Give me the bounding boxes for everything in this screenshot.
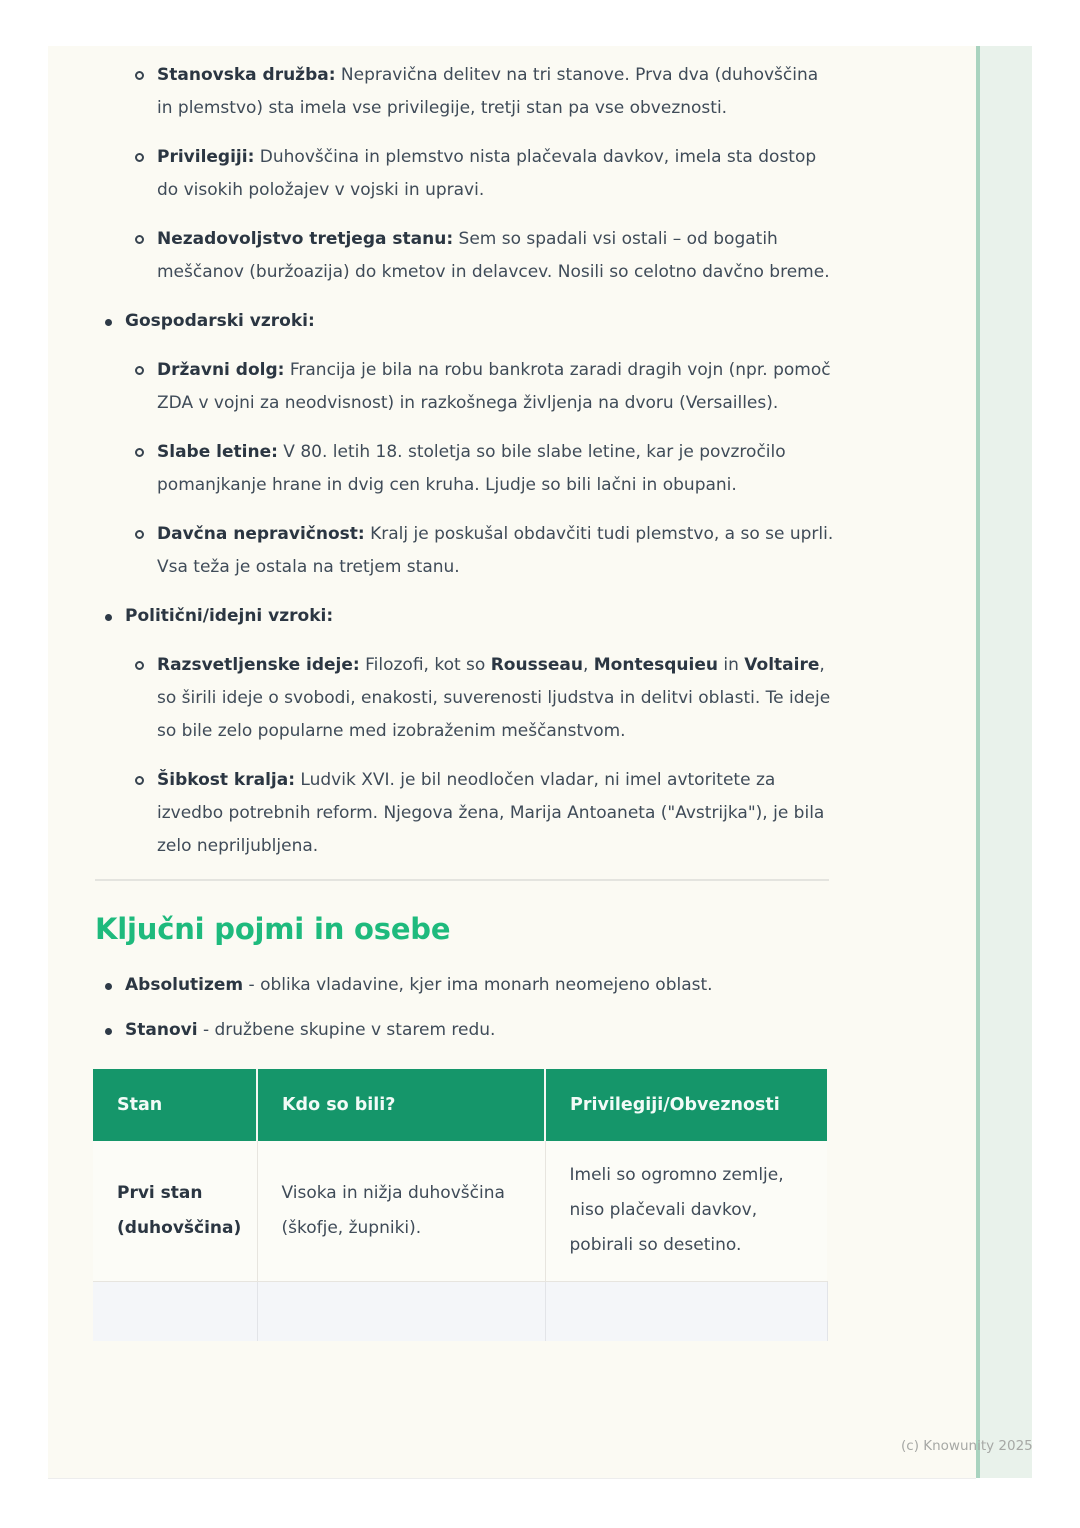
table-cell [93,1281,257,1341]
right-accent-bar [976,46,1032,1478]
table-cell: Prvi stan (duhovščina) [93,1141,257,1281]
term-label: Politični/idejni vzroki: [125,606,334,626]
term-label: Slabe letine: [157,442,278,462]
list-item-text: Davčna nepravičnost: Kralj je poskušal obdavčiti tudi plemstvo, a so se uprli. Vsa teža je ostala na tretjem stanu. [157,524,834,577]
list-item [48,436,976,502]
term-label: Nezadovoljstvo tretjega stanu: [157,229,454,249]
table-header-row [93,1069,827,1141]
list-item [48,1014,976,1047]
circle-bullet-icon [135,448,144,457]
person-name: Rousseau [490,655,583,675]
circle-bullet-icon [135,661,144,670]
list-item [48,354,976,420]
circle-bullet-icon [135,71,144,80]
list-item-text: Razsvetljenske ideje: Filozofi, kot so Rousseau, Montesquieu in Voltaire, so širili ideje o svobodi, enakosti, suverenosti ljudstva in delitvi oblasti. Te ideje so bile zelo popularne med izobraženim meščanstvom. [157,655,831,741]
list-item [48,141,976,207]
term-label: Razsvetljenske ideje: [157,655,360,675]
person-name: Voltaire [744,655,820,675]
list-item [48,518,976,584]
bullet-icon [105,614,112,621]
list-item-text [125,305,825,338]
term-label: Stanovi [125,1020,198,1040]
term-label: Državni dolg: [157,360,285,380]
circle-bullet-icon [135,235,144,244]
person-name: Montesquieu [593,655,718,675]
section-heading: Ključni pojmi in osebe [95,912,451,946]
table-cell [545,1281,827,1341]
bullet-icon [105,983,112,990]
document-content [48,59,976,1341]
list-item [48,223,976,289]
list-item [48,649,976,748]
circle-bullet-icon [135,153,144,162]
term-label: Absolutizem [125,975,244,995]
term-label: Gospodarski vzroki: [125,311,315,331]
list-item [48,600,976,633]
circle-bullet-icon [135,776,144,785]
key-terms-table [93,1069,828,1341]
table-cell: Visoka in nižja duhovščina (škofje, župniki). [257,1141,545,1281]
list-item-text: Nezadovoljstvo tretjega stanu: Sem so spadali vsi ostali – od bogatih meščanov (buržoazija) do kmetov in delavcev. Nosili so celotno davčno breme. [157,229,830,282]
list-item [48,59,976,125]
list-item-text: Stanovi - družbene skupine v starem redu. [125,1020,496,1040]
list-item [48,764,976,863]
table-header-cell: Kdo so bili? [257,1069,545,1141]
circle-bullet-icon [135,366,144,375]
list-item-text: Privilegiji: Duhovščina in plemstvo nista plačevala davkov, imela sta dostop do visokih položajev v vojski in upravi. [157,147,817,200]
term-label: Šibkost kralja: [157,770,296,790]
section-divider [95,879,829,881]
term-label: Davčna nepravičnost: [157,524,365,544]
table-cell: Imeli so ogromno zemlje, niso plačevali davkov, pobirali so desetino. [545,1141,827,1281]
document-page [48,46,976,1478]
bullet-icon [105,319,112,326]
list-item [48,305,976,338]
circle-bullet-icon [135,530,144,539]
table-row [93,1141,827,1281]
table-cell [257,1281,545,1341]
bullet-icon [105,1028,112,1035]
watermark: (c) Knowunity 2025 [901,1438,1033,1454]
table-header-cell: Stan [93,1069,257,1141]
term-label: Privilegiji: [157,147,255,167]
list-item-text: Šibkost kralja: Ludvik XVI. je bil neodločen vladar, ni imel avtoritete za izvedbo potrebnih reform. Njegova žena, Marija Antoaneta ("Avstrijka"), je bila zelo nepriljubljena. [157,770,825,856]
table-header-cell: Privilegiji/Obveznosti [545,1069,827,1141]
list-item-text: Državni dolg: Francija je bila na robu bankrota zaradi dragih vojn (npr. pomoč ZDA v vojni za neodvisnost) in razkošnega življenja na dvoru (Versailles). [157,360,831,413]
list-item-text: Absolutizem - oblika vladavine, kjer ima monarh neomejeno oblast. [125,975,713,995]
term-label: Stanovska družba: [157,65,336,85]
list-item-text: Stanovska družba: Nepravična delitev na tri stanove. Prva dva (duhovščina in plemstvo) sta imela vse privilegije, tretji stan pa vse obveznosti. [157,65,819,118]
list-item-text [125,600,825,633]
list-item [48,969,976,1002]
list-item-text: Slabe letine: V 80. letih 18. stoletja so bile slabe letine, kar je povzročilo pomanjkanje hrane in dvig cen kruha. Ljudje so bili lačni in obupani. [157,442,786,495]
table-row [93,1281,827,1341]
